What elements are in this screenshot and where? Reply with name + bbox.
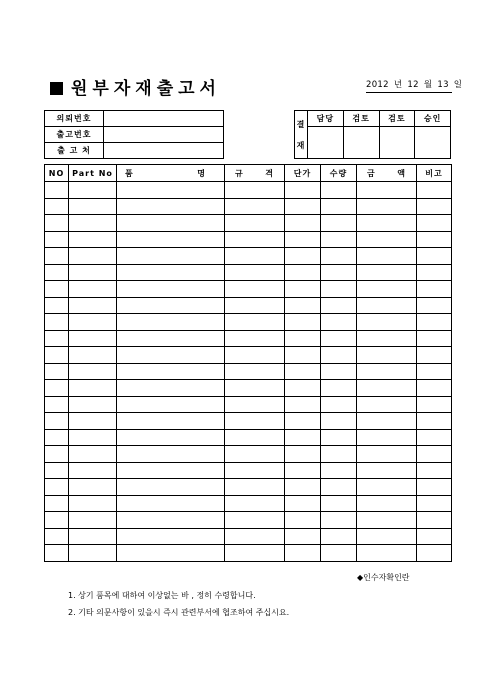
table-row: [45, 429, 452, 446]
table-cell[interactable]: [117, 479, 225, 496]
table-cell[interactable]: [417, 231, 452, 248]
table-row: [45, 396, 452, 413]
table-cell[interactable]: [285, 264, 321, 281]
table-row: [45, 462, 452, 479]
table-cell[interactable]: [225, 495, 285, 512]
col-no: NO: [45, 165, 69, 182]
items-header-row: [45, 165, 452, 182]
approval-col-approve: 승인: [415, 111, 451, 127]
receiver-confirm-label: ◆인수자확인란: [357, 573, 410, 582]
table-cell[interactable]: [285, 495, 321, 512]
table-cell[interactable]: [357, 396, 417, 413]
approval-col-review-1: 검토: [343, 111, 379, 127]
table-cell[interactable]: [45, 330, 69, 347]
table-cell[interactable]: [117, 413, 225, 430]
table-cell[interactable]: [225, 264, 285, 281]
table-cell[interactable]: [321, 330, 357, 347]
approval-col-charge: 담당: [308, 111, 344, 127]
table-cell[interactable]: [225, 545, 285, 562]
table-cell[interactable]: [357, 347, 417, 364]
table-cell[interactable]: [69, 396, 117, 413]
col-part-no: Part No: [69, 165, 117, 182]
table-cell[interactable]: [225, 281, 285, 298]
table-cell[interactable]: [69, 446, 117, 463]
table-row: [45, 512, 452, 529]
table-cell[interactable]: [321, 380, 357, 397]
table-cell[interactable]: [69, 512, 117, 529]
table-cell[interactable]: [69, 495, 117, 512]
table-cell[interactable]: [285, 512, 321, 529]
request-number-label: 의뢰번호: [45, 111, 104, 127]
table-cell[interactable]: [417, 446, 452, 463]
col-remarks: 비고: [417, 165, 452, 182]
table-row: [45, 198, 452, 215]
table-cell[interactable]: [69, 314, 117, 331]
table-cell[interactable]: [69, 264, 117, 281]
table-cell[interactable]: [357, 462, 417, 479]
col-item-name: [117, 165, 225, 182]
table-cell[interactable]: [321, 446, 357, 463]
approval-col-review-2: 검토: [379, 111, 415, 127]
table-cell[interactable]: [321, 314, 357, 331]
approval-side-top: 결: [296, 119, 306, 129]
note-1: 1. 상기 품목에 대하여 이상없는 바 , 정히 수령합니다.: [68, 591, 256, 600]
col-amount-left: 금: [367, 168, 376, 178]
col-item-name-right: 명: [197, 168, 206, 178]
table-cell[interactable]: [45, 281, 69, 298]
table-cell[interactable]: [285, 215, 321, 232]
table-row: [45, 330, 452, 347]
date-year: 2012: [366, 80, 389, 90]
table-cell[interactable]: [417, 330, 452, 347]
table-cell[interactable]: [417, 215, 452, 232]
table-cell[interactable]: [117, 330, 225, 347]
notes: [68, 587, 289, 621]
col-spec-left: 규: [235, 168, 244, 178]
table-row: [45, 363, 452, 380]
table-cell[interactable]: [321, 413, 357, 430]
table-cell[interactable]: [69, 231, 117, 248]
table-cell[interactable]: [321, 363, 357, 380]
table-row: [45, 528, 452, 545]
table-cell[interactable]: [69, 413, 117, 430]
table-cell[interactable]: [45, 215, 69, 232]
table-cell[interactable]: [45, 182, 69, 199]
table-row: [45, 347, 452, 364]
table-cell[interactable]: [321, 479, 357, 496]
table-cell[interactable]: [69, 479, 117, 496]
table-cell[interactable]: [285, 363, 321, 380]
table-cell[interactable]: [117, 314, 225, 331]
approval-sign-approve[interactable]: [415, 127, 451, 159]
table-cell[interactable]: [285, 347, 321, 364]
table-cell[interactable]: [357, 330, 417, 347]
table-cell[interactable]: [357, 314, 417, 331]
table-cell[interactable]: [225, 248, 285, 265]
table-cell[interactable]: [69, 462, 117, 479]
table-cell[interactable]: [417, 528, 452, 545]
table-cell[interactable]: [285, 429, 321, 446]
table-cell[interactable]: [285, 330, 321, 347]
table-cell[interactable]: [69, 347, 117, 364]
table-cell[interactable]: [417, 380, 452, 397]
request-info-table: [44, 110, 224, 159]
table-cell[interactable]: [357, 297, 417, 314]
table-cell[interactable]: [357, 182, 417, 199]
table-cell[interactable]: [225, 347, 285, 364]
table-cell[interactable]: [417, 182, 452, 199]
table-cell[interactable]: [69, 429, 117, 446]
table-row: [45, 281, 452, 298]
table-cell[interactable]: [285, 231, 321, 248]
table-cell[interactable]: [225, 215, 285, 232]
table-cell[interactable]: [321, 429, 357, 446]
table-row: [45, 231, 452, 248]
table-cell[interactable]: [321, 495, 357, 512]
date-month: 12: [407, 80, 419, 90]
table-cell[interactable]: [117, 297, 225, 314]
table-cell[interactable]: [321, 462, 357, 479]
table-cell[interactable]: [357, 512, 417, 529]
table-cell[interactable]: [321, 182, 357, 199]
table-row: [45, 413, 452, 430]
table-cell[interactable]: [45, 479, 69, 496]
table-cell[interactable]: [225, 182, 285, 199]
table-cell[interactable]: [285, 479, 321, 496]
table-cell[interactable]: [117, 347, 225, 364]
table-cell[interactable]: [225, 198, 285, 215]
date-month-unit: 월: [423, 80, 433, 90]
table-cell[interactable]: [69, 528, 117, 545]
table-cell[interactable]: [285, 462, 321, 479]
table-row: [45, 380, 452, 397]
destination-field[interactable]: [104, 143, 224, 159]
table-cell[interactable]: [357, 248, 417, 265]
table-cell[interactable]: [285, 314, 321, 331]
table-cell[interactable]: [285, 413, 321, 430]
table-cell[interactable]: [45, 462, 69, 479]
table-cell[interactable]: [285, 297, 321, 314]
table-cell[interactable]: [69, 297, 117, 314]
table-cell[interactable]: [117, 231, 225, 248]
request-number-field[interactable]: [104, 111, 224, 127]
table-cell[interactable]: [117, 363, 225, 380]
table-cell[interactable]: [321, 231, 357, 248]
table-cell[interactable]: [225, 413, 285, 430]
table-cell[interactable]: [225, 396, 285, 413]
table-cell[interactable]: [225, 446, 285, 463]
table-cell[interactable]: [285, 446, 321, 463]
table-cell[interactable]: [357, 479, 417, 496]
col-spec-right: 격: [265, 168, 274, 178]
table-cell[interactable]: [117, 248, 225, 265]
table-row: [45, 182, 452, 199]
table-cell[interactable]: [117, 462, 225, 479]
table-cell[interactable]: [69, 330, 117, 347]
table-cell[interactable]: [417, 297, 452, 314]
table-cell[interactable]: [225, 528, 285, 545]
table-cell[interactable]: [69, 545, 117, 562]
table-cell[interactable]: [45, 198, 69, 215]
approval-side-bottom: 재: [296, 140, 306, 150]
table-row: [45, 446, 452, 463]
table-cell[interactable]: [357, 429, 417, 446]
table-cell[interactable]: [417, 396, 452, 413]
table-cell[interactable]: [417, 462, 452, 479]
date-day: 13: [437, 80, 449, 90]
col-item-name-left: 품: [125, 168, 134, 178]
table-cell[interactable]: [417, 314, 452, 331]
table-cell[interactable]: [225, 314, 285, 331]
table-cell[interactable]: [45, 363, 69, 380]
date-year-unit: 년: [393, 80, 403, 90]
table-cell[interactable]: [417, 281, 452, 298]
table-cell[interactable]: [45, 347, 69, 364]
table-cell[interactable]: [45, 231, 69, 248]
table-cell[interactable]: [357, 528, 417, 545]
table-cell[interactable]: [285, 182, 321, 199]
table-row: [45, 479, 452, 496]
table-cell[interactable]: [357, 198, 417, 215]
table-cell[interactable]: [321, 528, 357, 545]
table-cell[interactable]: [357, 215, 417, 232]
table-cell[interactable]: [417, 248, 452, 265]
table-row: [45, 248, 452, 265]
destination-label: 출 고 처: [45, 143, 104, 159]
col-amount: [357, 165, 417, 182]
table-cell[interactable]: [225, 479, 285, 496]
table-cell[interactable]: [285, 380, 321, 397]
note-2: 2. 기타 의문사항이 있을시 즉시 관련부서에 협조하여 주십시요.: [68, 608, 290, 617]
approval-sign-charge[interactable]: [308, 127, 344, 159]
table-cell[interactable]: [69, 380, 117, 397]
table-cell[interactable]: [225, 231, 285, 248]
table-cell[interactable]: [45, 413, 69, 430]
table-cell[interactable]: [69, 281, 117, 298]
table-cell[interactable]: [69, 198, 117, 215]
table-cell[interactable]: [117, 528, 225, 545]
table-row: [45, 495, 452, 512]
table-cell[interactable]: [225, 380, 285, 397]
col-quantity: 수량: [321, 165, 357, 182]
table-cell[interactable]: [321, 297, 357, 314]
table-cell[interactable]: [117, 512, 225, 529]
page-title: [50, 74, 221, 99]
table-cell[interactable]: [357, 413, 417, 430]
table-cell[interactable]: [117, 429, 225, 446]
items-body: [45, 182, 452, 562]
table-cell[interactable]: [321, 248, 357, 265]
table-cell[interactable]: [117, 380, 225, 397]
table-cell[interactable]: [321, 264, 357, 281]
table-cell[interactable]: [417, 512, 452, 529]
table-cell[interactable]: [321, 545, 357, 562]
black-square-icon: [50, 82, 63, 95]
table-cell[interactable]: [45, 314, 69, 331]
table-cell[interactable]: [69, 182, 117, 199]
table-cell[interactable]: [225, 330, 285, 347]
col-spec: [225, 165, 285, 182]
table-row: [45, 314, 452, 331]
table-row: [45, 215, 452, 232]
table-cell[interactable]: [417, 347, 452, 364]
table-cell[interactable]: [417, 545, 452, 562]
table-cell[interactable]: [321, 347, 357, 364]
date-day-unit: 일: [453, 80, 463, 90]
table-cell[interactable]: [69, 363, 117, 380]
table-cell[interactable]: [417, 495, 452, 512]
table-cell[interactable]: [285, 281, 321, 298]
col-amount-right: 액: [397, 168, 406, 178]
table-cell[interactable]: [321, 281, 357, 298]
table-cell[interactable]: [357, 264, 417, 281]
table-cell[interactable]: [69, 215, 117, 232]
release-number-label: 출고번호: [45, 127, 104, 143]
table-cell[interactable]: [357, 545, 417, 562]
table-cell[interactable]: [417, 363, 452, 380]
table-cell[interactable]: [285, 198, 321, 215]
issue-date: [366, 78, 463, 93]
table-cell[interactable]: [45, 528, 69, 545]
table-cell[interactable]: [285, 528, 321, 545]
table-row: [45, 264, 452, 281]
table-cell[interactable]: [321, 198, 357, 215]
table-cell[interactable]: [45, 248, 69, 265]
table-cell[interactable]: [45, 380, 69, 397]
table-cell[interactable]: [117, 545, 225, 562]
table-cell[interactable]: [417, 429, 452, 446]
table-cell[interactable]: [45, 297, 69, 314]
table-cell[interactable]: [321, 215, 357, 232]
table-cell[interactable]: [117, 281, 225, 298]
table-cell[interactable]: [357, 231, 417, 248]
items-table: [44, 164, 452, 562]
table-cell[interactable]: [285, 396, 321, 413]
table-cell[interactable]: [117, 182, 225, 199]
table-cell[interactable]: [117, 198, 225, 215]
table-cell[interactable]: [321, 396, 357, 413]
table-cell[interactable]: [45, 396, 69, 413]
table-cell[interactable]: [45, 545, 69, 562]
table-cell[interactable]: [285, 248, 321, 265]
table-cell[interactable]: [357, 446, 417, 463]
table-cell[interactable]: [45, 429, 69, 446]
table-cell[interactable]: [417, 479, 452, 496]
table-cell[interactable]: [45, 264, 69, 281]
table-cell[interactable]: [357, 495, 417, 512]
table-cell[interactable]: [225, 297, 285, 314]
table-cell[interactable]: [225, 429, 285, 446]
table-row: [45, 297, 452, 314]
table-cell[interactable]: [417, 264, 452, 281]
table-cell[interactable]: [117, 264, 225, 281]
approval-side-label: [295, 111, 308, 159]
table-cell[interactable]: [357, 363, 417, 380]
table-cell[interactable]: [45, 446, 69, 463]
table-cell[interactable]: [69, 248, 117, 265]
table-cell[interactable]: [45, 495, 69, 512]
col-unit-price: 단가: [285, 165, 321, 182]
table-cell[interactable]: [417, 198, 452, 215]
table-cell[interactable]: [225, 363, 285, 380]
table-cell[interactable]: [117, 396, 225, 413]
table-cell[interactable]: [321, 512, 357, 529]
table-cell[interactable]: [285, 545, 321, 562]
approval-sign-review-2[interactable]: [379, 127, 415, 159]
table-cell[interactable]: [225, 462, 285, 479]
table-cell[interactable]: [117, 495, 225, 512]
table-cell[interactable]: [225, 512, 285, 529]
table-cell[interactable]: [117, 446, 225, 463]
title-text: 원부자재출고서: [71, 79, 221, 99]
table-cell[interactable]: [45, 512, 69, 529]
approval-table: [294, 110, 451, 159]
approval-sign-review-1[interactable]: [343, 127, 379, 159]
table-row: [45, 545, 452, 562]
table-cell[interactable]: [357, 281, 417, 298]
table-cell[interactable]: [417, 413, 452, 430]
release-number-field[interactable]: [104, 127, 224, 143]
table-cell[interactable]: [357, 380, 417, 397]
table-cell[interactable]: [117, 215, 225, 232]
